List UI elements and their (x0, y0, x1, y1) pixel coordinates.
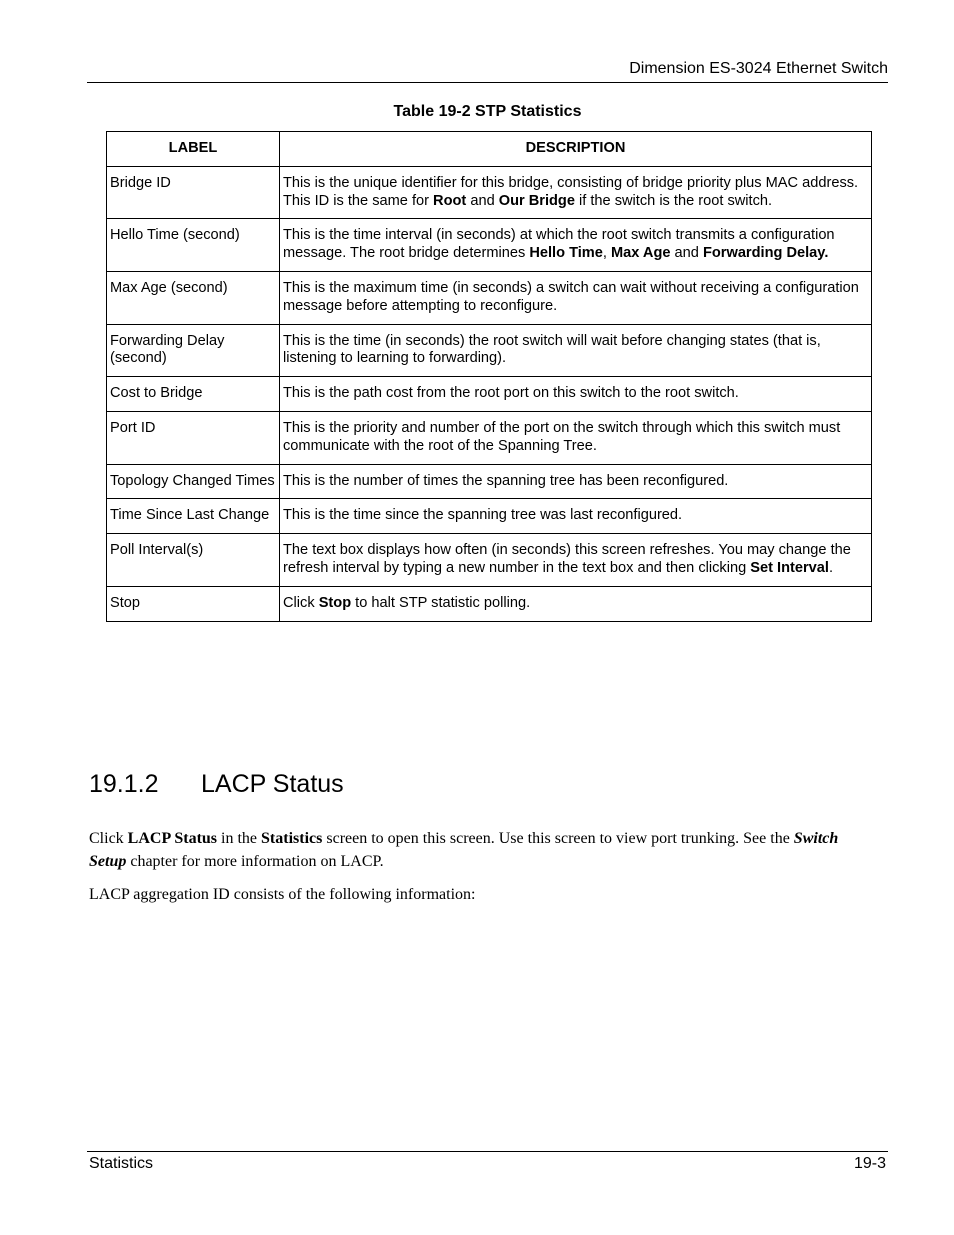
emphasis-text: Max Age (611, 245, 671, 262)
section-title: LACP Status (201, 770, 344, 798)
table-row (107, 411, 872, 464)
table-row (107, 271, 872, 324)
section-heading (89, 768, 344, 800)
row-label: Port ID (107, 411, 280, 464)
table-row (107, 377, 872, 412)
table-row (107, 586, 872, 621)
row-label: Forwarding Delay (second) (107, 324, 280, 377)
body-paragraph: LACP aggregation ID consists of the following information: (89, 886, 476, 903)
table-row (107, 219, 872, 272)
section-number: 19.1.2 (89, 770, 159, 798)
row-description: This is the time interval (in seconds) at which the root switch transmits a configuration message. The root bridge determines Hello Time, Max Age and Forwarding Delay. (280, 219, 872, 272)
running-header (87, 58, 888, 83)
row-label: Bridge ID (107, 166, 280, 219)
row-description: This is the time (in seconds) the root switch will wait before changing states (that is, listening to learning to forwarding). (280, 324, 872, 377)
row-label: Poll Interval(s) (107, 534, 280, 587)
label-column-header: LABEL (107, 132, 280, 167)
page-number: 19-3 (853, 1155, 886, 1172)
row-label: Topology Changed Times (107, 464, 280, 499)
row-description: This is the number of times the spanning tree has been reconfigured. (280, 464, 872, 499)
emphasis-text: Switch Setup (89, 830, 839, 870)
row-label: Cost to Bridge (107, 377, 280, 412)
emphasis-text: Our Bridge (498, 192, 575, 209)
emphasis-text: Set Interval (750, 559, 829, 576)
row-label: Max Age (second) (107, 271, 280, 324)
table-row (107, 324, 872, 377)
row-label: Stop (107, 586, 280, 621)
emphasis-text: Hello Time (529, 245, 603, 262)
row-label: Hello Time (second) (107, 219, 280, 272)
emphasis-text: Stop (318, 594, 352, 611)
row-description: Click Stop to halt STP statistic polling. (280, 586, 872, 621)
table-row (107, 499, 872, 534)
table-header-row (107, 132, 872, 167)
body-paragraph: Click LACP Status in the Statistics screen to open this screen. Use this screen to view port trunking. See the Switch Setup chapter for more information on LACP. (89, 830, 839, 870)
row-description: This is the time since the spanning tree was last reconfigured. (280, 499, 872, 534)
footer-chapter: Statistics (89, 1155, 154, 1172)
row-label: Time Since Last Change (107, 499, 280, 534)
running-footer (87, 1151, 888, 1175)
table-row (107, 464, 872, 499)
table-row (107, 534, 872, 587)
row-description: This is the maximum time (in seconds) a switch can wait without receiving a configuration message before attempting to reconfigure. (280, 271, 872, 324)
emphasis-text: Statistics (261, 830, 323, 847)
document-title: Dimension ES-3024 Ethernet Switch (629, 60, 888, 77)
row-description: The text box displays how often (in seconds) this screen refreshes. You may change the refresh interval by typing a new number in the text box and then clicking Set Interval. (280, 534, 872, 587)
table-caption: Table 19-2 STP Statistics (393, 103, 582, 120)
emphasis-text: LACP Status (127, 830, 218, 847)
stp-statistics-table (106, 131, 872, 622)
description-column-header: DESCRIPTION (280, 132, 872, 167)
emphasis-text: Forwarding Delay. (702, 245, 829, 262)
table-body (107, 166, 872, 621)
row-description: This is the priority and number of the port on the switch through which this switch must communicate with the root of the Spanning Tree. (280, 411, 872, 464)
table-row (107, 166, 872, 219)
row-description: This is the path cost from the root port on this switch to the root switch. (280, 377, 872, 412)
row-description: This is the unique identifier for this bridge, consisting of bridge priority plus MAC address. This ID is the same for Root and Our Bridge if the switch is the root switch. (280, 166, 872, 219)
emphasis-text: Root (433, 192, 467, 209)
